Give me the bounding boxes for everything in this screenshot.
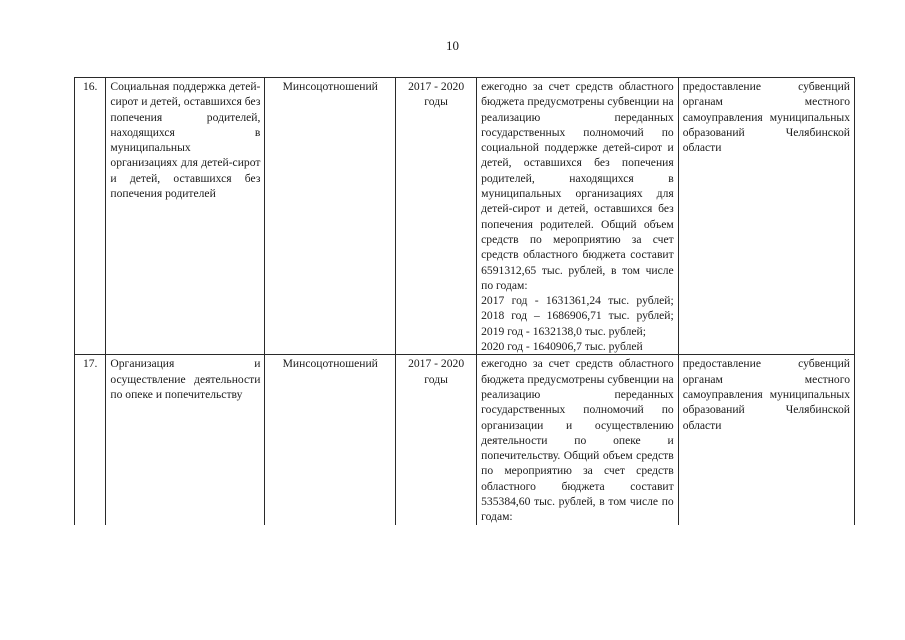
executor: Минсоцотношений	[265, 355, 396, 525]
measure-description	[477, 355, 679, 525]
year-amount: 2017 год - 1631361,24 тыс. рублей;	[481, 294, 674, 308]
measures-table	[74, 77, 855, 525]
description-text: ежегодно за счет средств областного бюджета предусмотрены субвенции на реализацию переданных государственных полномочий по организации и осуществлению деятельности по опеке и попечительству. Общий объем средств по мероприятию за счет средств областного бюджета составит 535384,60 тыс. рублей, в том числе по годам:	[481, 357, 674, 524]
executor: Минсоцотношений	[265, 78, 396, 355]
page-number: 10	[446, 38, 459, 53]
measure-name: Организация и осуществление деятельности по опеке и попечительству	[106, 355, 265, 525]
period: 2017 - 2020 годы	[396, 355, 477, 525]
year-amount: 2018 год – 1686906,71 тыс. рублей;	[481, 309, 674, 323]
period: 2017 - 2020 годы	[396, 78, 477, 355]
row-number: 17.	[75, 355, 106, 525]
year-amount: 2019 год - 1632138,0 тыс. рублей;	[481, 324, 646, 338]
year-amount: 2020 год - 1640906,7 тыс. рублей	[481, 340, 643, 354]
table-row	[75, 355, 855, 525]
description-text: ежегодно за счет средств областного бюджета предусмотрены субвенции на реализацию переданных государственных полномочий по социальной поддержке детей-сирот и детей, оставшихся без попечения родителей, находящихся в муниципальных организациях для детей-сирот и детей, оставшихся без попечения родителей. Общий объем средств по мероприятию за счет средств областного бюджета составит 6591312,65 тыс. рублей, в том числе по годам:	[481, 80, 674, 292]
row-number: 16.	[75, 78, 106, 355]
table-row	[75, 78, 855, 355]
measure-name: Социальная поддержка детей-сирот и детей, оставшихся без попечения родителей, находящихся в муниципальных организациях для детей-сирот и детей, оставшихся без попечения родителей	[106, 78, 265, 355]
implementation-mechanism: предоставление субвенций органам местного самоуправления муниципальных образований Челябинской области	[678, 355, 854, 525]
measure-description	[477, 78, 679, 355]
implementation-mechanism: предоставление субвенций органам местного самоуправления муниципальных образований Челябинской области	[678, 78, 854, 355]
